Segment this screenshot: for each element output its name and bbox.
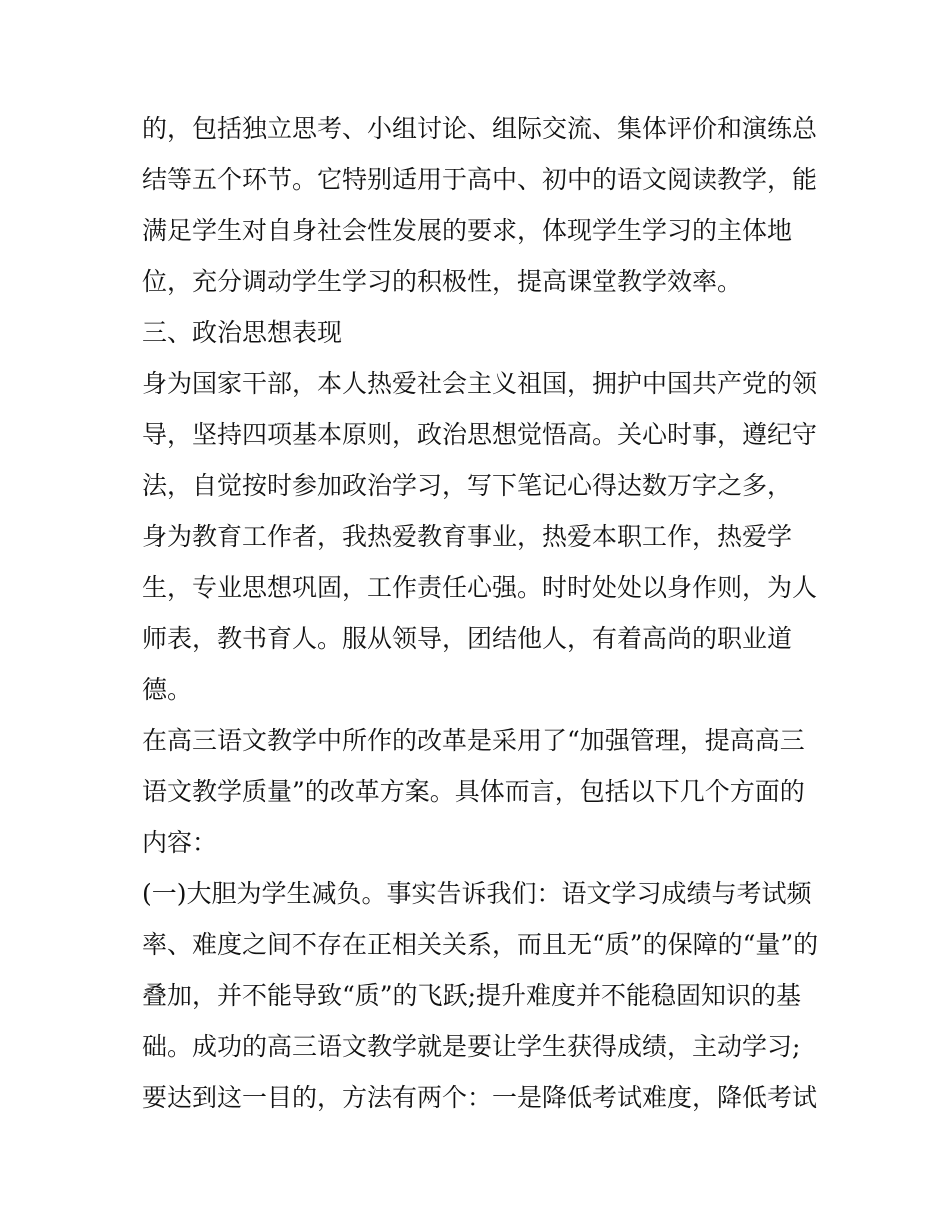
text-line: 在高三语文教学中所作的改革是采用了“加强管理，提高高三 (142, 726, 805, 755)
text-line: 满足学生对自身社会性发展的要求，体现学生学习的主体地 (142, 216, 793, 245)
text-line: 位，充分调动学生学习的积极性，提高课堂教学效率。 (142, 267, 743, 296)
text-line: 身为教育工作者，我热爱教育事业，热爱本职工作，热爱学 (142, 522, 793, 551)
text-line: 内容： (142, 828, 218, 857)
text-line: 生，专业思想巩固，工作责任心强。时时处处以身作则，为人 (142, 573, 818, 602)
text-line: 的，包括独立思考、小组讨论、组际交流、集体评价和演练总 (142, 114, 818, 143)
text-line: 率、难度之间不存在正相关关系，而且无“质”的保障的“量”的 (142, 930, 819, 959)
text-line: 法，自觉按时参加政治学习，写下笔记心得达数万字之多， (142, 471, 793, 500)
text-line: 师表，教书育人。服从领导，团结他人，有着高尚的职业道 (142, 624, 793, 653)
section-heading: 三、政治思想表现 (142, 318, 343, 347)
text-line: 叠加，并不能导致“质”的飞跃;提升难度并不能稳固知识的基 (142, 981, 801, 1010)
text-line: 结等五个环节。它特别适用于高中、初中的语文阅读教学，能 (142, 165, 818, 194)
text-line: 身为国家干部，本人热爱社会主义祖国，拥护中国共产党的领 (142, 369, 818, 398)
text-line: 语文教学质量”的改革方案。具体而言，包括以下几个方面的 (142, 777, 805, 806)
text-line: 导，坚持四项基本原则，政治思想觉悟高。关心时事，遵纪守 (142, 420, 818, 449)
text-line: (一)大胆为学生减负。事实告诉我们：语文学习成绩与考试频 (142, 879, 812, 908)
text-line: 要达到这一目的，方法有两个：一是降低考试难度，降低考试 (142, 1083, 818, 1112)
text-line: 础。成功的高三语文教学就是要让学生获得成绩，主动学习; (142, 1032, 801, 1061)
text-line: 德。 (142, 675, 193, 704)
